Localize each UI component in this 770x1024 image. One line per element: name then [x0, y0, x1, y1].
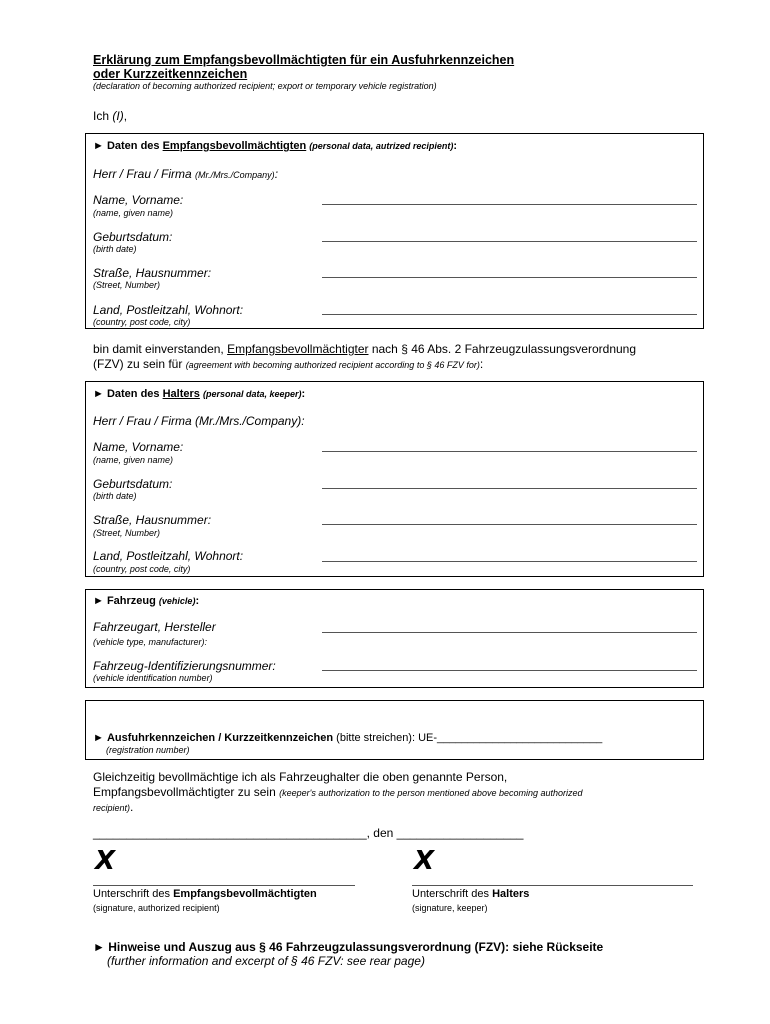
- heading-underlined: Halters: [162, 388, 200, 400]
- heading-en: (vehicle): [158, 596, 196, 606]
- vehicle-type-sub-colon: :: [204, 637, 208, 647]
- registration-line: [93, 732, 602, 744]
- signature-line-keeper[interactable]: [412, 885, 693, 886]
- heading-colon: :: [453, 140, 457, 152]
- salutation-en: (Mr./Mrs./Company): [195, 170, 275, 180]
- vin-input-line[interactable]: [322, 670, 697, 671]
- consent-colon: :: [479, 357, 484, 371]
- ich-text: Ich: [93, 109, 110, 123]
- ich-suffix: ,: [123, 109, 128, 123]
- recipient-section-heading: [93, 140, 457, 152]
- street-input-line[interactable]: [322, 277, 697, 278]
- consent-underlined: Empfangsbevollmächtigter: [227, 342, 369, 356]
- salutation-label: Herr / Frau / Firma: [93, 167, 192, 181]
- consent-en: (agreement with becoming authorized recipient according to § 46 FZV for): [185, 360, 480, 370]
- heading-prefix: Daten des: [106, 388, 163, 400]
- heading-prefix: Daten des: [106, 140, 163, 152]
- field-sub-birthdate: (birth date): [93, 491, 137, 501]
- authorization-en-2: recipient): [93, 803, 131, 813]
- heading-colon: :: [301, 388, 306, 400]
- field-label-birthdate: Geburtsdatum:: [93, 477, 173, 491]
- heading-en: (personal data, keeper): [202, 389, 302, 399]
- country-input-line[interactable]: [322, 561, 697, 562]
- field-sub-name: (name, given name): [93, 455, 174, 465]
- keeper-section-heading: [93, 388, 305, 400]
- field-sub-country: (country, post code, city): [93, 564, 191, 574]
- arrow-icon: ►: [93, 140, 104, 152]
- birthdate-input-line[interactable]: [322, 241, 697, 242]
- salutation-colon: :: [301, 414, 305, 428]
- arrow-icon: ►: [93, 732, 104, 744]
- arrow-icon: ►: [93, 388, 104, 400]
- vin-sub-text: (vehicle identification number): [93, 673, 213, 683]
- registration-section: [85, 700, 704, 760]
- vehicle-type-sub-text: (vehicle type, manufacturer): [93, 637, 205, 647]
- arrow-icon: ►: [93, 940, 105, 954]
- consent-paragraph: [93, 342, 693, 373]
- vehicle-type-input-line[interactable]: [322, 632, 697, 633]
- consent-part2: nach § 46 Abs. 2 Fahrzeugzulassungsverordnung: [368, 342, 637, 356]
- heading-title: Fahrzeug: [106, 595, 156, 607]
- title-line-1: Erklärung zum Empfangsbevollmächtigten für ein Ausfuhrkennzeichen: [93, 53, 515, 67]
- field-label-street: Straße, Hausnummer:: [93, 266, 212, 280]
- field-sub-street: (Street, Number): [93, 280, 161, 290]
- title-line-2: oder Kurzzeitkennzeichen: [93, 67, 248, 81]
- signature-role: Halters: [492, 888, 530, 900]
- field-sub-country: (country, post code, city): [93, 317, 191, 327]
- field-sub-vin: [93, 673, 213, 683]
- signature-prefix: Unterschrift des: [93, 888, 174, 900]
- heading-underlined: Empfangsbevollmächtigten: [162, 140, 307, 152]
- signature-mark-keeper: X: [414, 846, 435, 876]
- place-date-line[interactable]: _________________________________________, den ___________________: [93, 826, 524, 840]
- field-sub-vehicle-type: [93, 637, 207, 647]
- signature-role: Empfangsbevollmächtigten: [173, 888, 317, 900]
- consent-part3: (FZV) zu sein für: [93, 357, 186, 371]
- salutation-label: Herr / Frau / Firma (Mr./Mrs./Company): [93, 414, 302, 428]
- authorization-en-1: (keeper's authorization to the person mentioned above becoming authorized: [279, 788, 583, 798]
- signature-prefix: Unterschrift des: [412, 888, 493, 900]
- field-label-country: Land, Postleitzahl, Wohnort:: [93, 303, 244, 317]
- field-label-vehicle-type: Fahrzeugart, Hersteller: [93, 620, 216, 634]
- signature-line-recipient[interactable]: [93, 885, 355, 886]
- registration-number-field[interactable]: (bitte streichen): UE-___________________________: [333, 732, 603, 744]
- street-input-line[interactable]: [322, 524, 697, 525]
- field-sub-birthdate: (birth date): [93, 244, 137, 254]
- field-label-country: Land, Postleitzahl, Wohnort:: [93, 549, 244, 563]
- signature-label-recipient: [93, 888, 317, 900]
- field-sub-name: (name, given name): [93, 208, 174, 218]
- registration-sub: (registration number): [106, 745, 190, 755]
- keeper-section: [85, 381, 704, 577]
- authorization-paragraph: [93, 770, 693, 814]
- signature-sub-keeper: (signature, keeper): [412, 903, 488, 913]
- ich-en: (I): [112, 109, 124, 123]
- salutation-colon: :: [274, 167, 279, 181]
- ich-line: [93, 109, 127, 123]
- heading-en: (personal data, autrized recipient): [309, 141, 454, 151]
- vehicle-section: [85, 589, 704, 688]
- country-input-line[interactable]: [322, 314, 697, 315]
- name-input-line[interactable]: [322, 204, 697, 205]
- salutation-line: [93, 167, 278, 181]
- authorization-line-1: Gleichzeitig bevollmächtige ich als Fahrzeughalter die oben genannte Person,: [93, 770, 508, 784]
- birthdate-input-line[interactable]: [322, 488, 697, 489]
- signature-label-keeper: [412, 888, 529, 900]
- name-input-line[interactable]: [322, 451, 697, 452]
- document-title: [93, 53, 514, 81]
- recipient-section: [85, 133, 704, 329]
- field-label-name: Name, Vorname:: [93, 440, 184, 454]
- arrow-icon: ►: [93, 595, 104, 607]
- signature-mark-recipient: X: [95, 846, 116, 876]
- field-label-street: Straße, Hausnummer:: [93, 513, 212, 527]
- field-sub-street: (Street, Number): [93, 528, 161, 538]
- authorization-line-2: Empfangsbevollmächtigter zu sein: [93, 785, 280, 799]
- signature-sub-recipient: (signature, authorized recipient): [93, 903, 220, 913]
- field-label-vin: Fahrzeug-Identifizierungsnummer:: [93, 659, 276, 673]
- consent-part1: bin damit einverstanden,: [93, 342, 228, 356]
- field-label-birthdate: Geburtsdatum:: [93, 230, 173, 244]
- document-subtitle: (declaration of becoming authorized recipient; export or temporary vehicle registration): [93, 81, 437, 91]
- vehicle-section-heading: [93, 595, 199, 607]
- heading-colon: :: [195, 595, 200, 607]
- registration-type: Ausfuhrkennzeichen / Kurzzeitkennzeichen: [106, 732, 334, 744]
- authorization-end: .: [130, 800, 134, 814]
- notes-en: (further information and excerpt of § 46 FZV: see rear page): [107, 954, 425, 968]
- salutation-line: [93, 414, 305, 428]
- notes-heading: Hinweise und Auszug aus § 46 Fahrzeugzulassungsverordnung (FZV): siehe Rückseite: [108, 940, 604, 954]
- notes-block: [93, 940, 603, 968]
- field-label-name: Name, Vorname:: [93, 193, 184, 207]
